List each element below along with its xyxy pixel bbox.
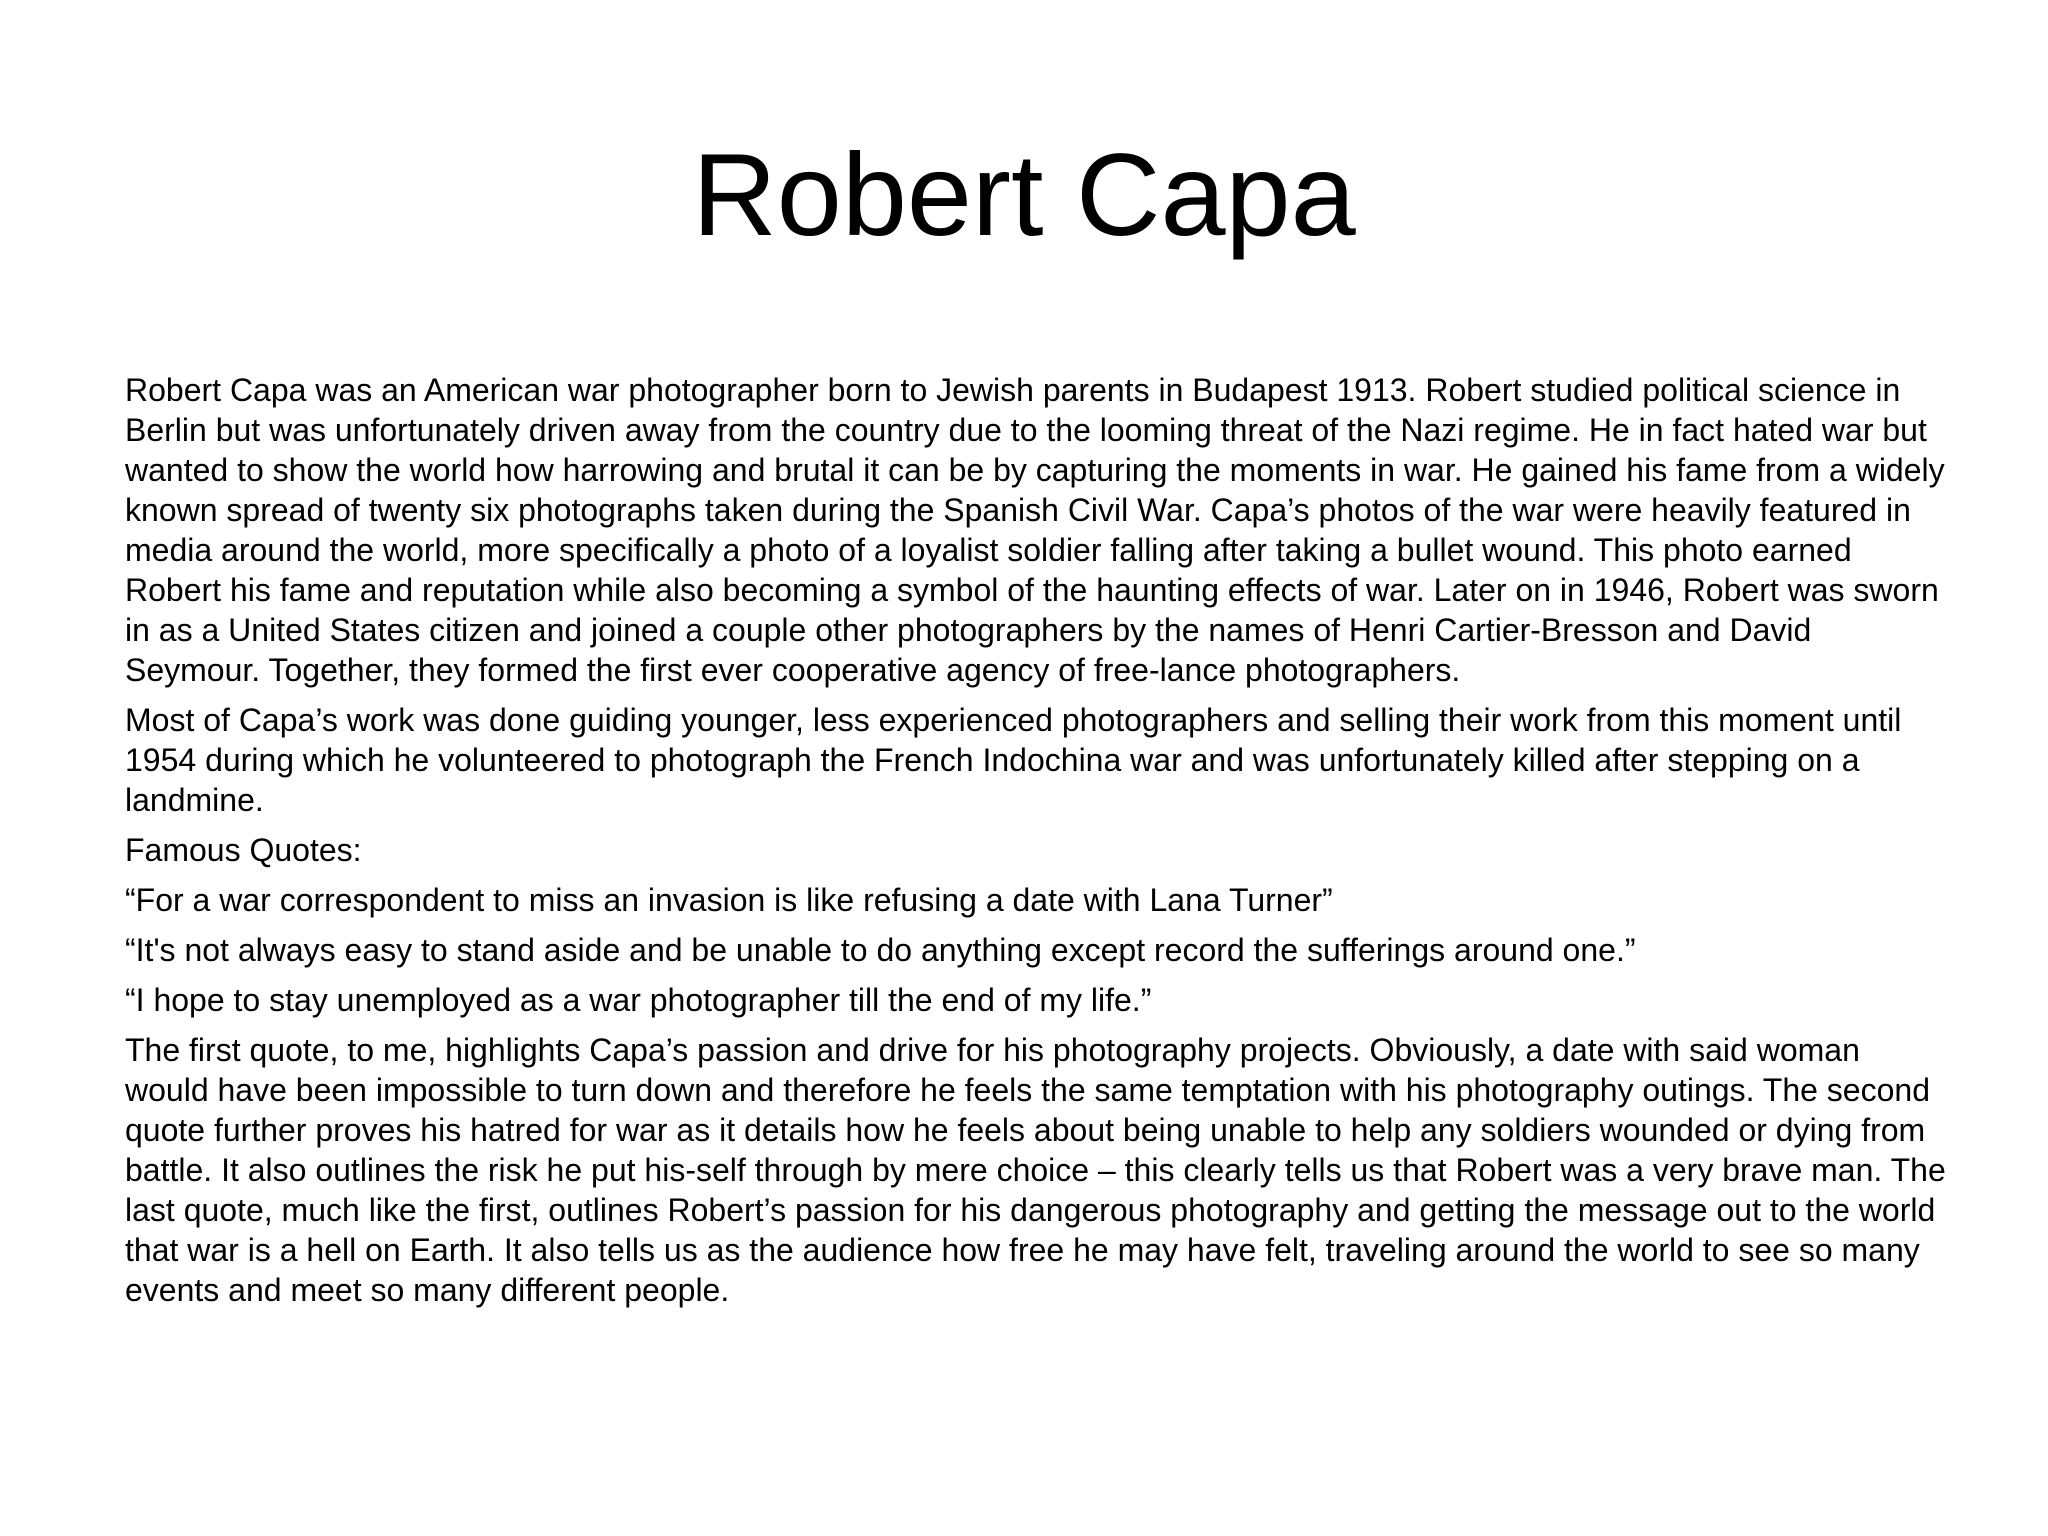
later-career-paragraph: Most of Capa’s work was done guiding younger, less experienced photographers and selling their work from this moment until 1954 during which he volunteered to photograph the French Indochina war and was unfortunately killed after stepping on a landmine. [125,702,1902,818]
quote-1: “For a war correspondent to miss an invasion is like refusing a date with Lana Turner” [125,882,1333,918]
quote-2: “It's not always easy to stand aside and be unable to do anything except record the sufferings around one.” [125,932,1636,968]
slide-body [125,370,1950,1320]
famous-quotes-heading: Famous Quotes: [125,832,362,868]
slide-title: Robert Capa [692,129,1356,260]
analysis-paragraph: The first quote, to me, highlights Capa’s passion and drive for his photography projects. Obviously, a date with said woman would have been impossible to turn down and therefore he feels the same temptation with his photography outings. The second quote further proves his hatred for war as it details how he feels about being unable to help any soldiers wounded or dying from battle. It also outlines the risk he put his-self through by mere choice – this clearly tells us that Robert was a very brave man. The last quote, much like the first, outlines Robert’s passion for his dangerous photography and getting the message out to the world that war is a hell on Earth. It also tells us as the audience how free he may have felt, traveling around the world to see so many events and meet so many different people. [125,1032,1946,1308]
biography-paragraph: Robert Capa was an American war photographer born to Jewish parents in Budapest 1913. Robert studied political science in Berlin but was unfortunately driven away from the country due to the looming threat of the Nazi regime. He in fact hated war but wanted to show the world how harrowing and brutal it can be by capturing the moments in war. He gained his fame from a widely known spread of twenty six photographs taken during the Spanish Civil War. Capa’s photos of the war were heavily featured in media around the world, more specifically a photo of a loyalist soldier falling after taking a bullet wound. This photo earned Robert his fame and reputation while also becoming a symbol of the haunting effects of war. Later on in 1946, Robert was sworn in as a United States citizen and joined a couple other photographers by the names of Henri Cartier-Bresson and David Seymour. Together, they formed the first ever cooperative agency of free-lance photographers. [125,372,1945,688]
quote-3: “I hope to stay unemployed as a war photographer till the end of my life.” [125,982,1152,1018]
